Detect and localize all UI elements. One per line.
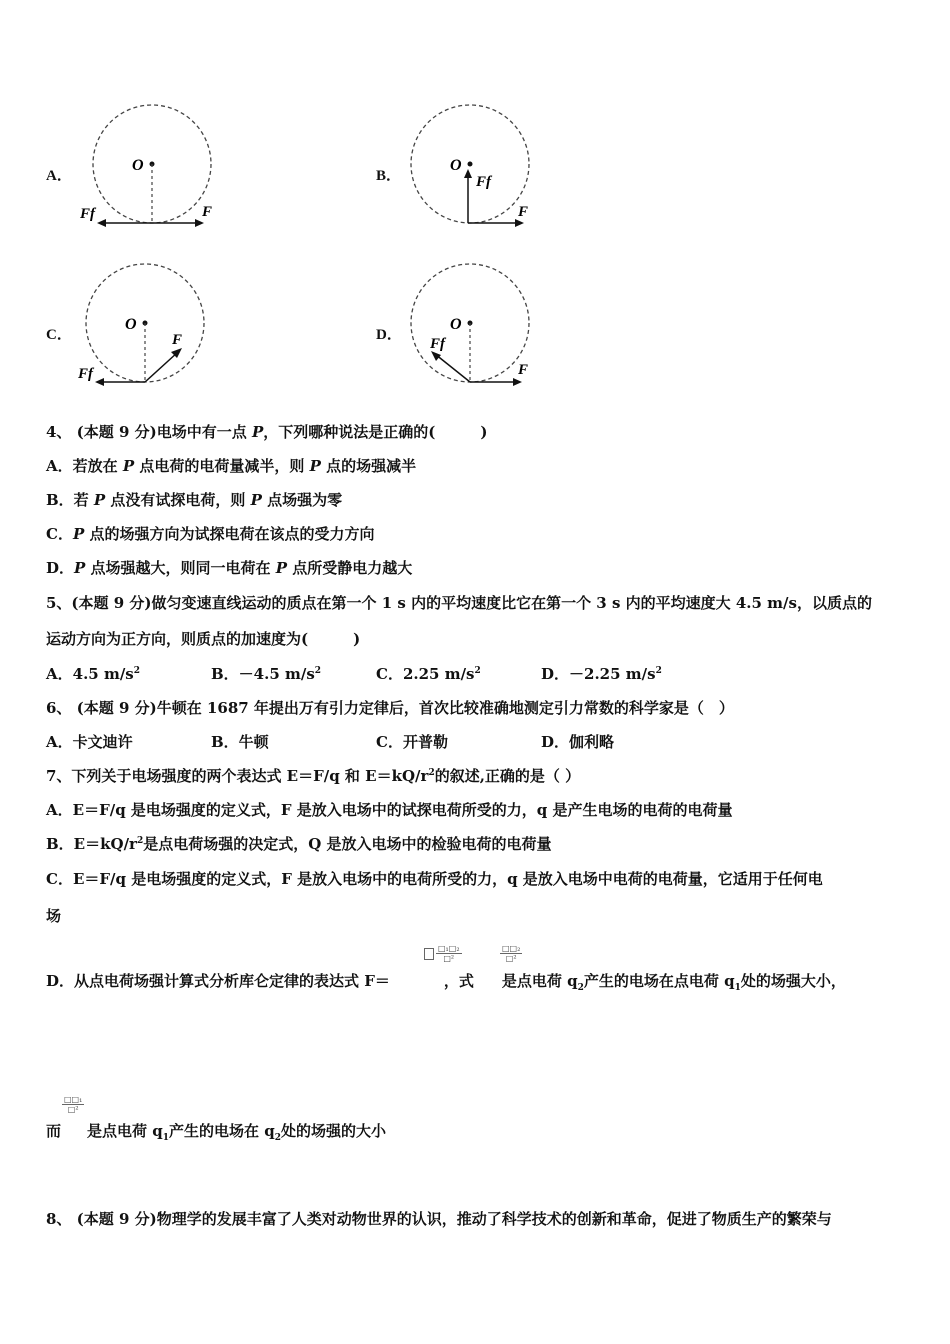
option-a-label: A． [46,168,72,184]
force-label: F [172,332,183,348]
coulomb-formula-image: $\frac{\text{□₁□₂}}{\text{□²}}$ [424,944,462,963]
question-7-option-b: B．$E=kQ/r^2$是点电荷场强的决定式，Q 是放入电场中的检验电荷的电荷量 [46,835,552,853]
field-formula-image-1: $\frac{\text{□□₂}}{\text{□²}}$ [502,944,521,963]
question-4-option-b: B．若 P 点没有试探电荷，则 P 点场强为零 [46,491,343,509]
question-4-stem: 4、 (本题 9 分)电场中有一点 P，下列哪种说法是正确的( ) [46,423,488,441]
question-8-stem: 8、 (本题 9 分)物理学的发展丰富了人类对动物世界的认识，推动了科学技术的创新和革命，促进了物质生产的繁荣与 [46,1210,832,1228]
field-formula-image-2: $\frac{\text{□□₁}}{\text{□²}}$ [64,1095,83,1114]
question-4-option-c: C．P 点的场强方向为试探电荷在该点的受力方向 [46,525,375,543]
force-label: F [518,204,529,220]
force-label: F [202,204,213,220]
question-5-stem-line2: 运动方向为正方向，则质点的加速度为( ) [46,630,361,648]
center-label: O [450,316,462,333]
center-label: O [132,157,144,174]
question-6-option-b: B．牛顿 [211,733,269,751]
question-5-option-a: A．4.5 $m/s^2$ [46,665,141,683]
diagram-c [70,256,230,396]
center-label: O [125,316,137,333]
friction-force-label: Ff [78,366,93,382]
question-5-option-d: D．－2.25 $m/s^2$ [541,665,662,683]
question-7-option-d-continued: 而 是点电荷 $q_1$产生的电场在 $q_2$处的场强的大小 [46,1122,386,1143]
option-c-label: C． [46,327,72,343]
question-7-option-a: A．E＝F/q 是电场强度的定义式，F 是放入电场中的试探电荷所受的力，q 是产生电场的电荷的电荷量 [46,801,733,819]
question-5-option-c: C．2.25 $m/s^2$ [376,665,481,683]
diagram-d [390,256,550,396]
question-6-stem: 6、 (本题 9 分)牛顿在 1687 年提出万有引力定律后，首次比较准确地测定引力常数的科学家是（ ） [46,699,734,717]
diagram-b [390,96,550,236]
center-label: O [450,157,462,174]
friction-force-label: Ff [430,336,445,352]
question-5-option-b: B．－4.5 $m/s^2$ [211,665,322,683]
question-7-option-c-line2: 场 [46,907,62,925]
question-6-option-c: C．开普勒 [376,733,448,751]
friction-force-label: Ff [80,206,95,222]
question-5-stem-line1: 5、(本题 9 分)做匀变速直线运动的质点在第一个 1 s 内的平均速度比它在第一个 3 s 内的平均速度大 4.5 m/s，以质点的 [46,594,872,612]
question-4-option-d: D．P 点场强越大，则同一电荷在 P 点所受静电力越大 [46,559,413,577]
question-4-option-a: A．若放在 P 点电荷的电荷量减半，则 P 点的场强减半 [46,457,417,475]
option-d-label: D． [376,327,402,343]
option-b-label: B． [376,168,402,184]
question-7-option-d: D．从点电荷场强计算式分析库仑定律的表达式 F＝ ，式 是点电荷 $q_2$产生的电场在点电荷 $q_1$处的场强大小， [46,972,846,993]
friction-force-label: Ff [476,174,491,190]
diagram-a [70,96,230,236]
force-label: F [518,362,529,378]
question-7-option-c-line1: C．E＝F/q 是电场强度的定义式，F 是放入电场中的电荷所受的力，q 是放入电场中电荷的电荷量，它适用于任何电 [46,870,823,888]
question-6-option-a: A．卡文迪许 [46,733,133,751]
question-7-stem: 7、下列关于电场强度的两个表达式 E＝F/q 和 $E=kQ/r^2$的叙述,正确的是（ ） [46,767,581,785]
question-6-option-d: D．伽利略 [541,733,615,751]
